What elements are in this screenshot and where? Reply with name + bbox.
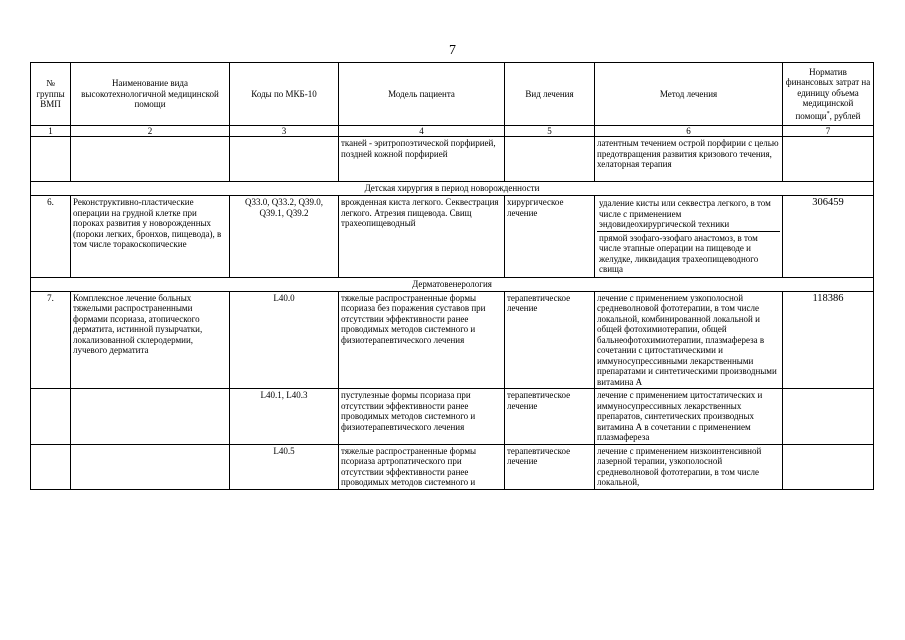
header-care-type: Наименование вида высокотехнологичной медицинской помощи — [71, 63, 230, 126]
header-cost-norm-text: Норматив финансовых затрат на единицу объема медицинской помощи — [785, 66, 871, 121]
cell-cost-norm: 306459 — [783, 196, 874, 278]
cell-treatment-type: хирургическое лечение — [505, 196, 595, 278]
table-row — [31, 444, 874, 489]
cell-patient-model: врожденная киста легкого. Секвестрация легкого. Атрезия пищевода. Свищ трахеопищеводный — [339, 196, 505, 278]
cell-care-type: Реконструктивно-пластические операции на грудной клетке при пороках развития у новорожденных (пороки легких, бронхов, пищевода), в том числе торакоскопические — [71, 196, 230, 278]
cell-patient-model: тяжелые распространенные формы псориаза артропатического при отсутствии эффективности ранее проводимых методов системного и — [339, 444, 505, 489]
header-cost-norm — [783, 63, 874, 126]
column-number: 6 — [595, 126, 783, 137]
table-row — [31, 389, 874, 445]
cell-patient-model: пустулезные формы псориаза при отсутствии эффективности ранее проводимых методов системного и физиотерапевтического лечения — [339, 389, 505, 445]
section-title-neonatal-surgery: Детская хирургия в период новорожденности — [31, 182, 874, 196]
cell-empty — [31, 389, 71, 445]
header-cost-norm-tail: , рублей — [829, 110, 861, 121]
cell-treatment-type: терапевтическое лечение — [505, 389, 595, 445]
vmp-table — [30, 62, 874, 490]
treatment-method-part: удаление кисты или секвестра легкого, в том числе с применением эндовидеохирургической техники — [597, 197, 780, 232]
cell-group-number: 7. — [31, 291, 71, 389]
header-group-number: № группы ВМП — [31, 63, 71, 126]
cell-care-type: Комплексное лечение больных тяжелыми распространенными формами псориаза, атопического дерматита, истинной пузырчатки, локализованной склеродермии, лучевого дерматита — [71, 291, 230, 389]
header-patient-model: Модель пациента — [339, 63, 505, 126]
cell-icd-codes: L40.0 — [230, 291, 339, 389]
cell-icd-codes: L40.5 — [230, 444, 339, 489]
cell-patient-model: тканей - эритропоэтической порфирией, поздней кожной порфирией — [339, 137, 505, 182]
table-row — [31, 291, 874, 389]
table-row — [31, 196, 874, 278]
cell-icd-codes: Q33.0, Q33.2, Q39.0, Q39.1, Q39.2 — [230, 196, 339, 278]
header-treatment-method: Метод лечения — [595, 63, 783, 126]
table-row — [31, 137, 874, 182]
cell-empty — [783, 389, 874, 445]
cell-empty — [783, 444, 874, 489]
section-row — [31, 277, 874, 291]
cell-empty — [71, 389, 230, 445]
header-treatment-type: Вид лечения — [505, 63, 595, 126]
cell-treatment-method: латентным течением острой порфирии с целью предотвращения развития кризового течения, хелаторная терапия — [595, 137, 783, 182]
header-row — [31, 63, 874, 126]
section-row — [31, 182, 874, 196]
column-number: 2 — [71, 126, 230, 137]
cell-cost-norm: 118386 — [783, 291, 874, 389]
column-number: 7 — [783, 126, 874, 137]
cell-treatment-method: лечение с применением цитостатических и иммуносупрессивных лекарственных препаратов, синтетических производных витамина А в сочетании с применением плазмафереза — [595, 389, 783, 445]
cell-icd-codes: L40.1, L40.3 — [230, 389, 339, 445]
cell-treatment-method — [595, 196, 783, 278]
cell-treatment-type: терапевтическое лечение — [505, 444, 595, 489]
column-number-row — [31, 126, 874, 137]
page-number: 7 — [449, 43, 456, 58]
cell-empty — [31, 444, 71, 489]
cell-patient-model: тяжелые распространенные формы псориаза без поражения суставов при отсутствии эффективности ранее проводимых методов системного и физиотерапевтического лечения — [339, 291, 505, 389]
cell-treatment-method: лечение с применением низкоинтенсивной лазерной терапии, узкополосной средневолновой фототерапии, в том числе локальной, — [595, 444, 783, 489]
header-cost-norm-mark: * — [826, 110, 830, 117]
cell-empty — [505, 137, 595, 182]
cell-treatment-type: терапевтическое лечение — [505, 291, 595, 389]
column-number: 4 — [339, 126, 505, 137]
column-number: 5 — [505, 126, 595, 137]
cell-empty — [71, 137, 230, 182]
column-number: 1 — [31, 126, 71, 137]
section-title-dermatovenereology: Дерматовенерология — [31, 277, 874, 291]
cell-empty — [230, 137, 339, 182]
cell-empty — [783, 137, 874, 182]
cell-treatment-method: лечение с применением узкополосной средневолновой фототерапии, в том числе локальной, комбинированной локальной и общей фотохимиотерапии, общей бальнеофотохимиотерапии, плазмафереза в сочетании с цитостатическими и иммуносупрессивными лекарственными препаратами и синтетическими производными витамина А — [595, 291, 783, 389]
treatment-method-part: прямой эзофаго-эзофаго анастомоз, в том числе этапные операции на пищеводе и желудке, ликвидация трахеопищеводного свища — [599, 232, 759, 274]
cell-empty — [31, 137, 71, 182]
cell-group-number: 6. — [31, 196, 71, 278]
header-icd-codes: Коды по МКБ-10 — [230, 63, 339, 126]
cell-empty — [71, 444, 230, 489]
column-number: 3 — [230, 126, 339, 137]
